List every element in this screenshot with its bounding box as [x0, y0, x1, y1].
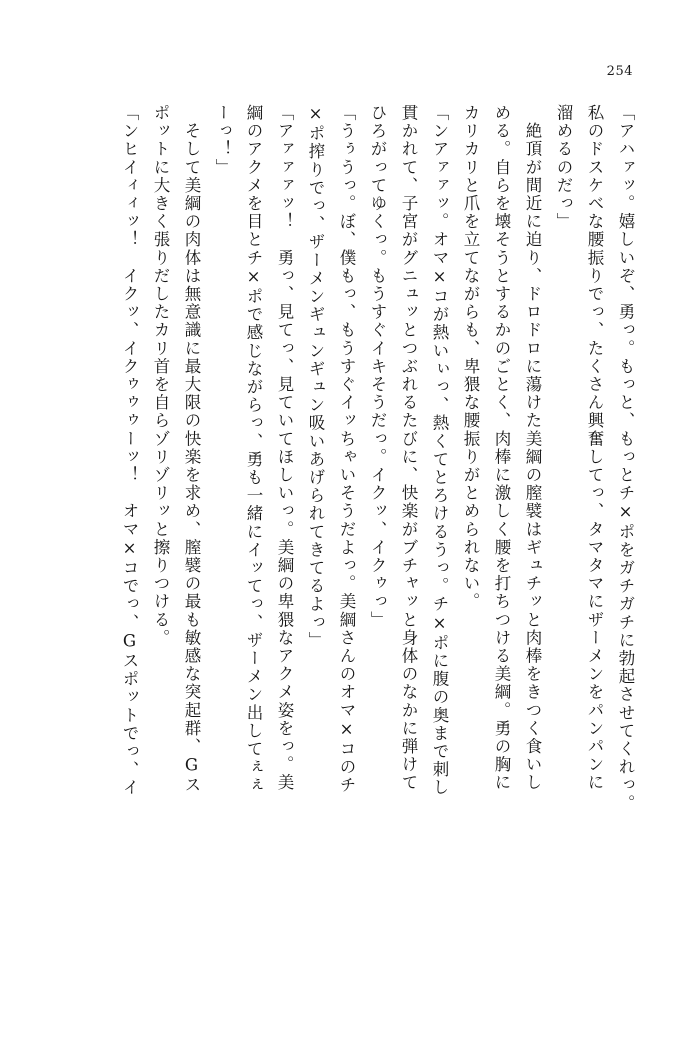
text-line: 綱のアクメを目とチ×ポで感じながらっ、勇も一緒にイッてっ、ザーメン出してぇぇ — [244, 104, 263, 795]
text-line: 私のドスケベな腰振りでっ、たくさん興奮してっ、タマタマにザーメンをパンパンに — [585, 104, 604, 792]
text-line: 「アァァァッ！ 勇っ、見てっ、見ていてほしいっ。美綱の卑猥なアクメ姿をっ。美 — [275, 104, 294, 792]
vertical-text-body — [62, 104, 633, 1002]
text-line: ひろがってゆくっ。もうすぐイキそうだっ。イクッ、イクゥっ」 — [368, 104, 387, 629]
text-line: 「アハァッ。嬉しいぞ、勇っ。もっと、もっとチ×ポをガチガチに勃起させてくれっ。 — [616, 104, 635, 813]
text-line: 貫かれて、子宮がグニュッとつぶれるたびに、快楽がブチャッと身体のなかに弾けて — [399, 104, 418, 792]
text-line: ×ポ搾りでっ、ザーメンギュンギュン吸いあげられてきてるよっ」 — [306, 104, 325, 650]
text-line: カリカリと爪を立てながらも、卑猥な腰振りがとめられない。 — [461, 104, 480, 611]
text-line: 「うぅうっ。ぼ、僕もっ、もうすぐイッちゃいそうだよっ。美綱さんのオマ×コのチ — [337, 104, 356, 795]
text-line: 溜めるのだっ」 — [554, 104, 573, 231]
text-line: 絶頂が間近に迫り、ドロドロに蕩けた美綱の膣襞はギュチッと肉棒をきつく食いし — [523, 104, 542, 792]
text-line: そして美綱の肉体は無意識に最大限の快楽を求め、膣襞の最も敏感な突起群、Gス — [182, 104, 201, 795]
text-line: 「ンアァァッ。オマ×コが熱いぃっ、熱くてとろけるうっ。チ×ポに腹の奥まで刺し — [430, 104, 449, 797]
text-line: ーっ！」 — [213, 104, 232, 177]
text-line: 「ンヒイィィッ！ イクッ、イクゥゥゥーッ！ オマ×コでっ、Gスポットでっ、イ — [120, 104, 139, 797]
page-number: 254 — [606, 64, 633, 79]
text-line: める。自らを壊そうとするかのごとく、肉棒に激しく腰を打ちつける美綱。勇の胸に — [492, 104, 511, 792]
text-line: ポットに大きく張りだしたカリ首を自らゾリゾリッと擦りつける。 — [151, 104, 170, 647]
